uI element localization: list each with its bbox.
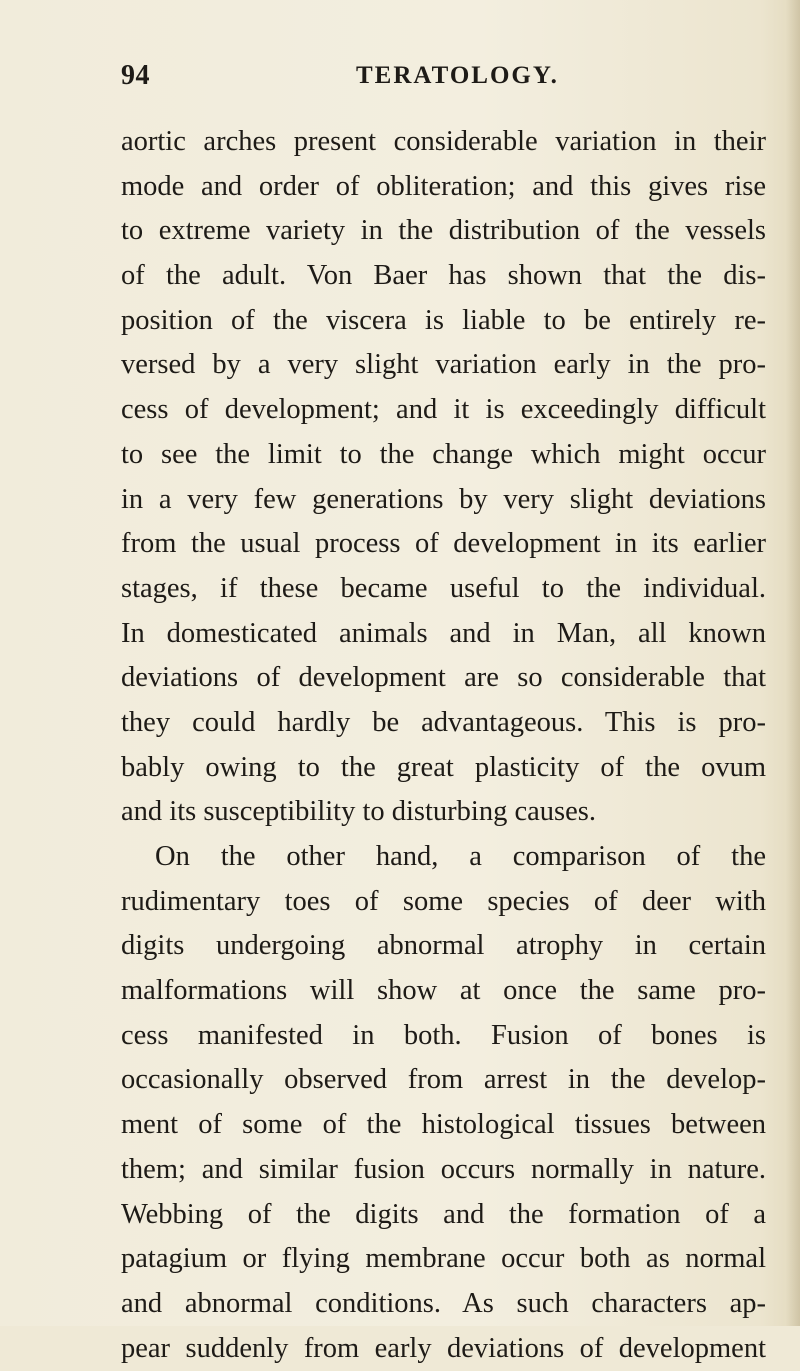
text-line: bably owing to the great plasticity of the ovum xyxy=(121,751,766,783)
text-line: patagium or flying membrane occur both as normal xyxy=(121,1243,766,1275)
text-line: aortic arches present considerable variation in their xyxy=(121,126,766,157)
text-line: In domesticated animals and in Man, all known xyxy=(121,617,766,649)
text-line: in a very few generations by very slight deviations xyxy=(121,483,766,515)
text-line: they could hardly be advantageous. This is pro- xyxy=(121,706,766,738)
body-text xyxy=(121,120,766,1371)
text-line: malformations will show at once the same pro- xyxy=(121,975,766,1007)
text-line: them; and similar fusion occurs normally in nature. xyxy=(121,1153,766,1185)
text-line: digits undergoing abnormal atrophy in certain xyxy=(121,930,766,962)
text-line: occasionally observed from arrest in the develop- xyxy=(121,1064,766,1096)
text-line: position of the viscera is liable to be entirely re- xyxy=(121,304,766,336)
text-line: versed by a very slight variation early in the pro- xyxy=(121,349,766,381)
text-line: cess manifested in both. Fusion of bones is xyxy=(121,1019,766,1051)
text-line: cess of development; and it is exceedingly difficult xyxy=(121,394,766,426)
text-line: to extreme variety in the distribution of the vessels xyxy=(121,215,766,247)
page-number: 94 xyxy=(121,60,150,91)
text-line: Webbing of the digits and the formation of a xyxy=(121,1198,766,1230)
text-line: rudimentary toes of some species of deer with xyxy=(121,885,766,917)
text-line: of the adult. Von Baer has shown that the dis- xyxy=(121,260,766,292)
text-line: pear suddenly from early deviations of development xyxy=(121,1332,766,1364)
running-title: TERATOLOGY. xyxy=(356,62,559,89)
text-line: to see the limit to the change which might occur xyxy=(121,438,766,470)
page-edge-shadow xyxy=(786,0,800,1326)
running-header xyxy=(121,60,681,100)
text-line: and its susceptibility to disturbing causes. xyxy=(121,796,596,828)
text-line: and abnormal conditions. As such characters ap- xyxy=(121,1287,766,1319)
text-line: ment of some of the histological tissues between xyxy=(121,1109,766,1141)
text-line: stages, if these became useful to the individual. xyxy=(121,572,766,604)
text-line: from the usual process of development in its earlier xyxy=(121,528,766,560)
text-line: mode and order of obliteration; and this gives rise xyxy=(121,170,766,202)
text-line: deviations of development are so considerable that xyxy=(121,662,766,694)
paragraph-start-line: On the other hand, a comparison of the xyxy=(155,841,766,872)
